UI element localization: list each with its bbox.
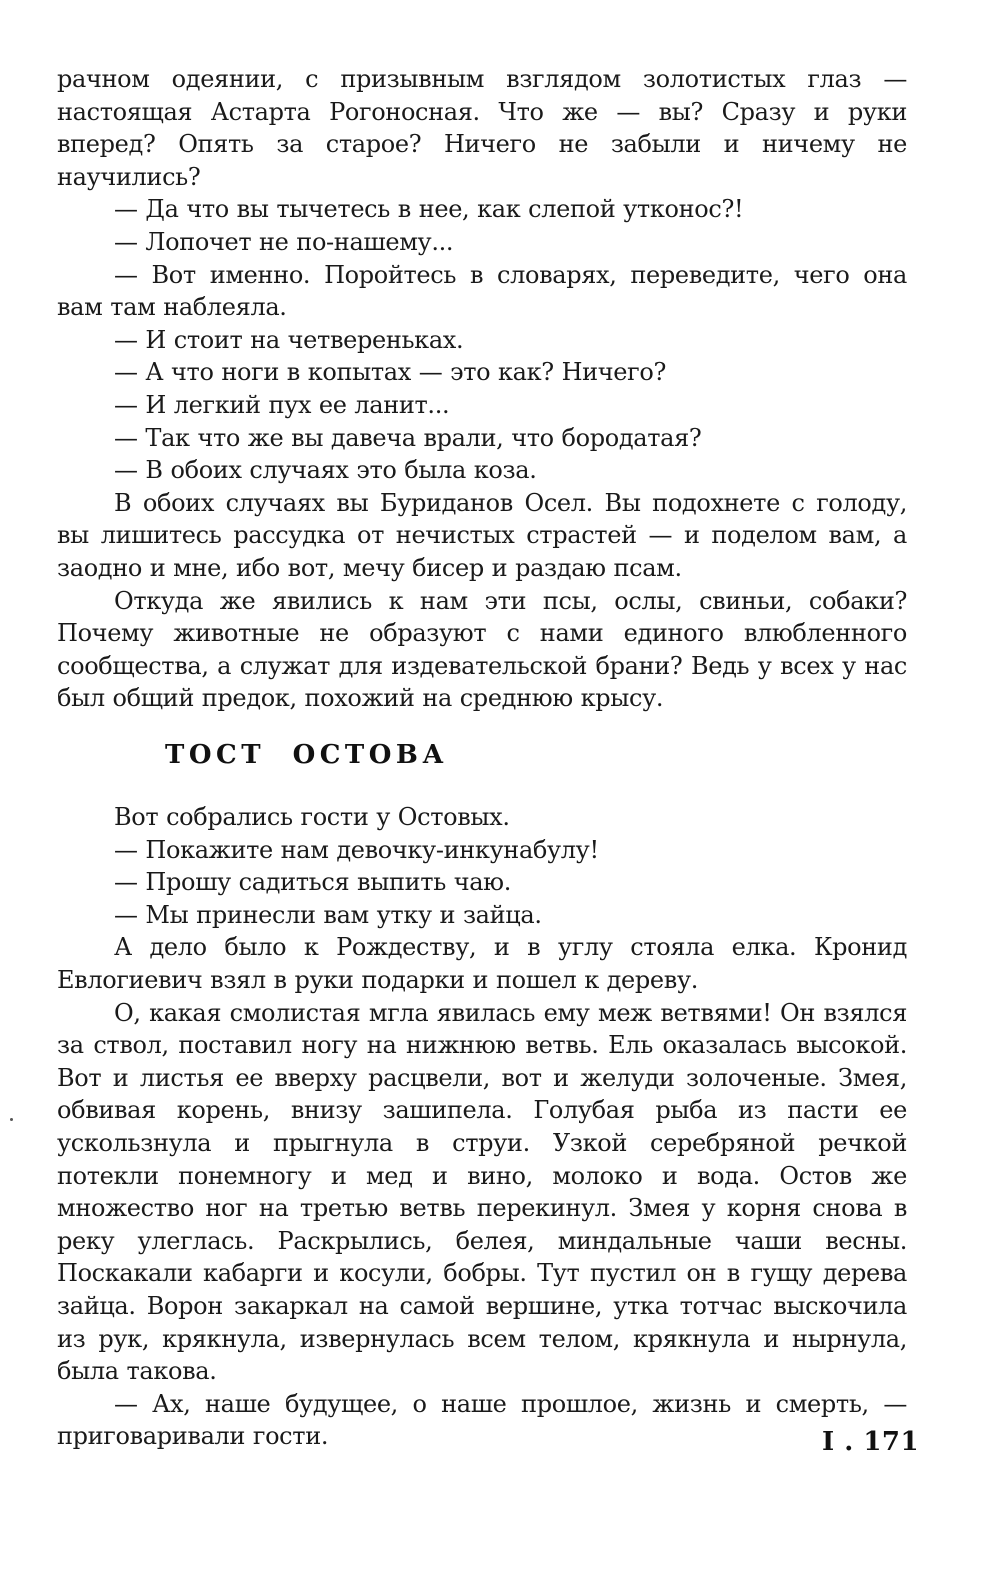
continued-text-section xyxy=(57,63,907,715)
dialogue-line: — Прошу садиться выпить чаю. xyxy=(114,868,511,897)
story-text-section xyxy=(57,801,907,1453)
paragraph: А дело было к Рождеству, и в углу стояла елка. Кронид Евлогиевич взял в руки подарки и пошел к дереву. xyxy=(57,933,907,994)
dialogue-line: — Так что же вы давеча врали, что бородатая? xyxy=(114,423,702,452)
dialogue-line: — Ах, наше будущее, о наше прошлое, жизнь и смерть, — приговаривали гости. xyxy=(57,1389,907,1451)
paragraph: Откуда же явились к нам эти псы, ослы, свиньи, собаки? Почему животные не образуют с нами единого влюбленного сообщества, а служат для издевательской брани? Ведь у всех у нас был общий предок, похожий на среднюю крысу. xyxy=(57,586,907,713)
paragraph: В обоих случаях вы Буриданов Осел. Вы подохнете с голоду, вы лишитесь рассудка от нечистых страстей — и поделом вам, а заодно и мне, ибо вот, мечу бисер и раздаю псам. xyxy=(57,488,907,582)
dialogue-line: — В обоих случаях это была коза. xyxy=(114,456,537,485)
paragraph: О, какая смолистая мгла явилась ему меж ветвями! Он взялся за ствол, поставил ногу на нижнюю ветвь. Ель оказалась высокой. Вот и листья ее вверху расцвели, вот и желуди золоченые. Змея, обвивая корень, внизу зашипела. Голубая рыба из пасти ее ускользнула и прыгнула в струи. Узкой серебряной речкой потекли понемногу и мед и вино, молоко и вода. Остов же множество ног на третью ветвь перекинул. Змея у корня снова в реку улеглась. Раскрылись, белея, миндальные чаши весны. Поскакали кабарги и косули, бобры. Тут пустил он в гущу дерева зайца. Ворон закаркал на самой вершине, утка тотчас выскочила из рук, крякнула, извернулась всем телом, крякнула и нырнула, была такова. xyxy=(57,998,907,1386)
dialogue-line: — И легкий пух ее ланит... xyxy=(114,390,450,419)
dialogue-line: — Вот именно. Поройтесь в словарях, переведите, чего она вам там наблеяла. xyxy=(57,260,907,322)
paragraph: Вот собрались гости у Остовых. xyxy=(114,803,510,831)
dialogue-line: — А что ноги в копытах — это как? Ничего? xyxy=(114,358,667,387)
dialogue-line: — Лопочет не по-нашему... xyxy=(114,227,454,256)
section-title: ТОСТ ОСТОВА xyxy=(165,740,449,770)
dialogue-line: — Да что вы тычетесь в нее, как слепой утконос?! xyxy=(114,195,744,224)
dialogue-line: — И стоит на четвереньках. xyxy=(114,325,464,354)
dialogue-line: — Мы принесли вам утку и зайца. xyxy=(114,900,542,929)
scan-speck xyxy=(10,1118,13,1121)
page-number: I . 171 xyxy=(822,1427,920,1457)
paragraph-continuation: рачном одеянии, с призывным взглядом золотистых глаз — настоящая Астарта Рогоносная. Что же — вы? Сразу и руки вперед? Опять за старое? Ничего не забыли и ничему не научились? xyxy=(57,65,907,191)
dialogue-line: — Покажите нам девочку-инкунабулу! xyxy=(114,835,599,864)
